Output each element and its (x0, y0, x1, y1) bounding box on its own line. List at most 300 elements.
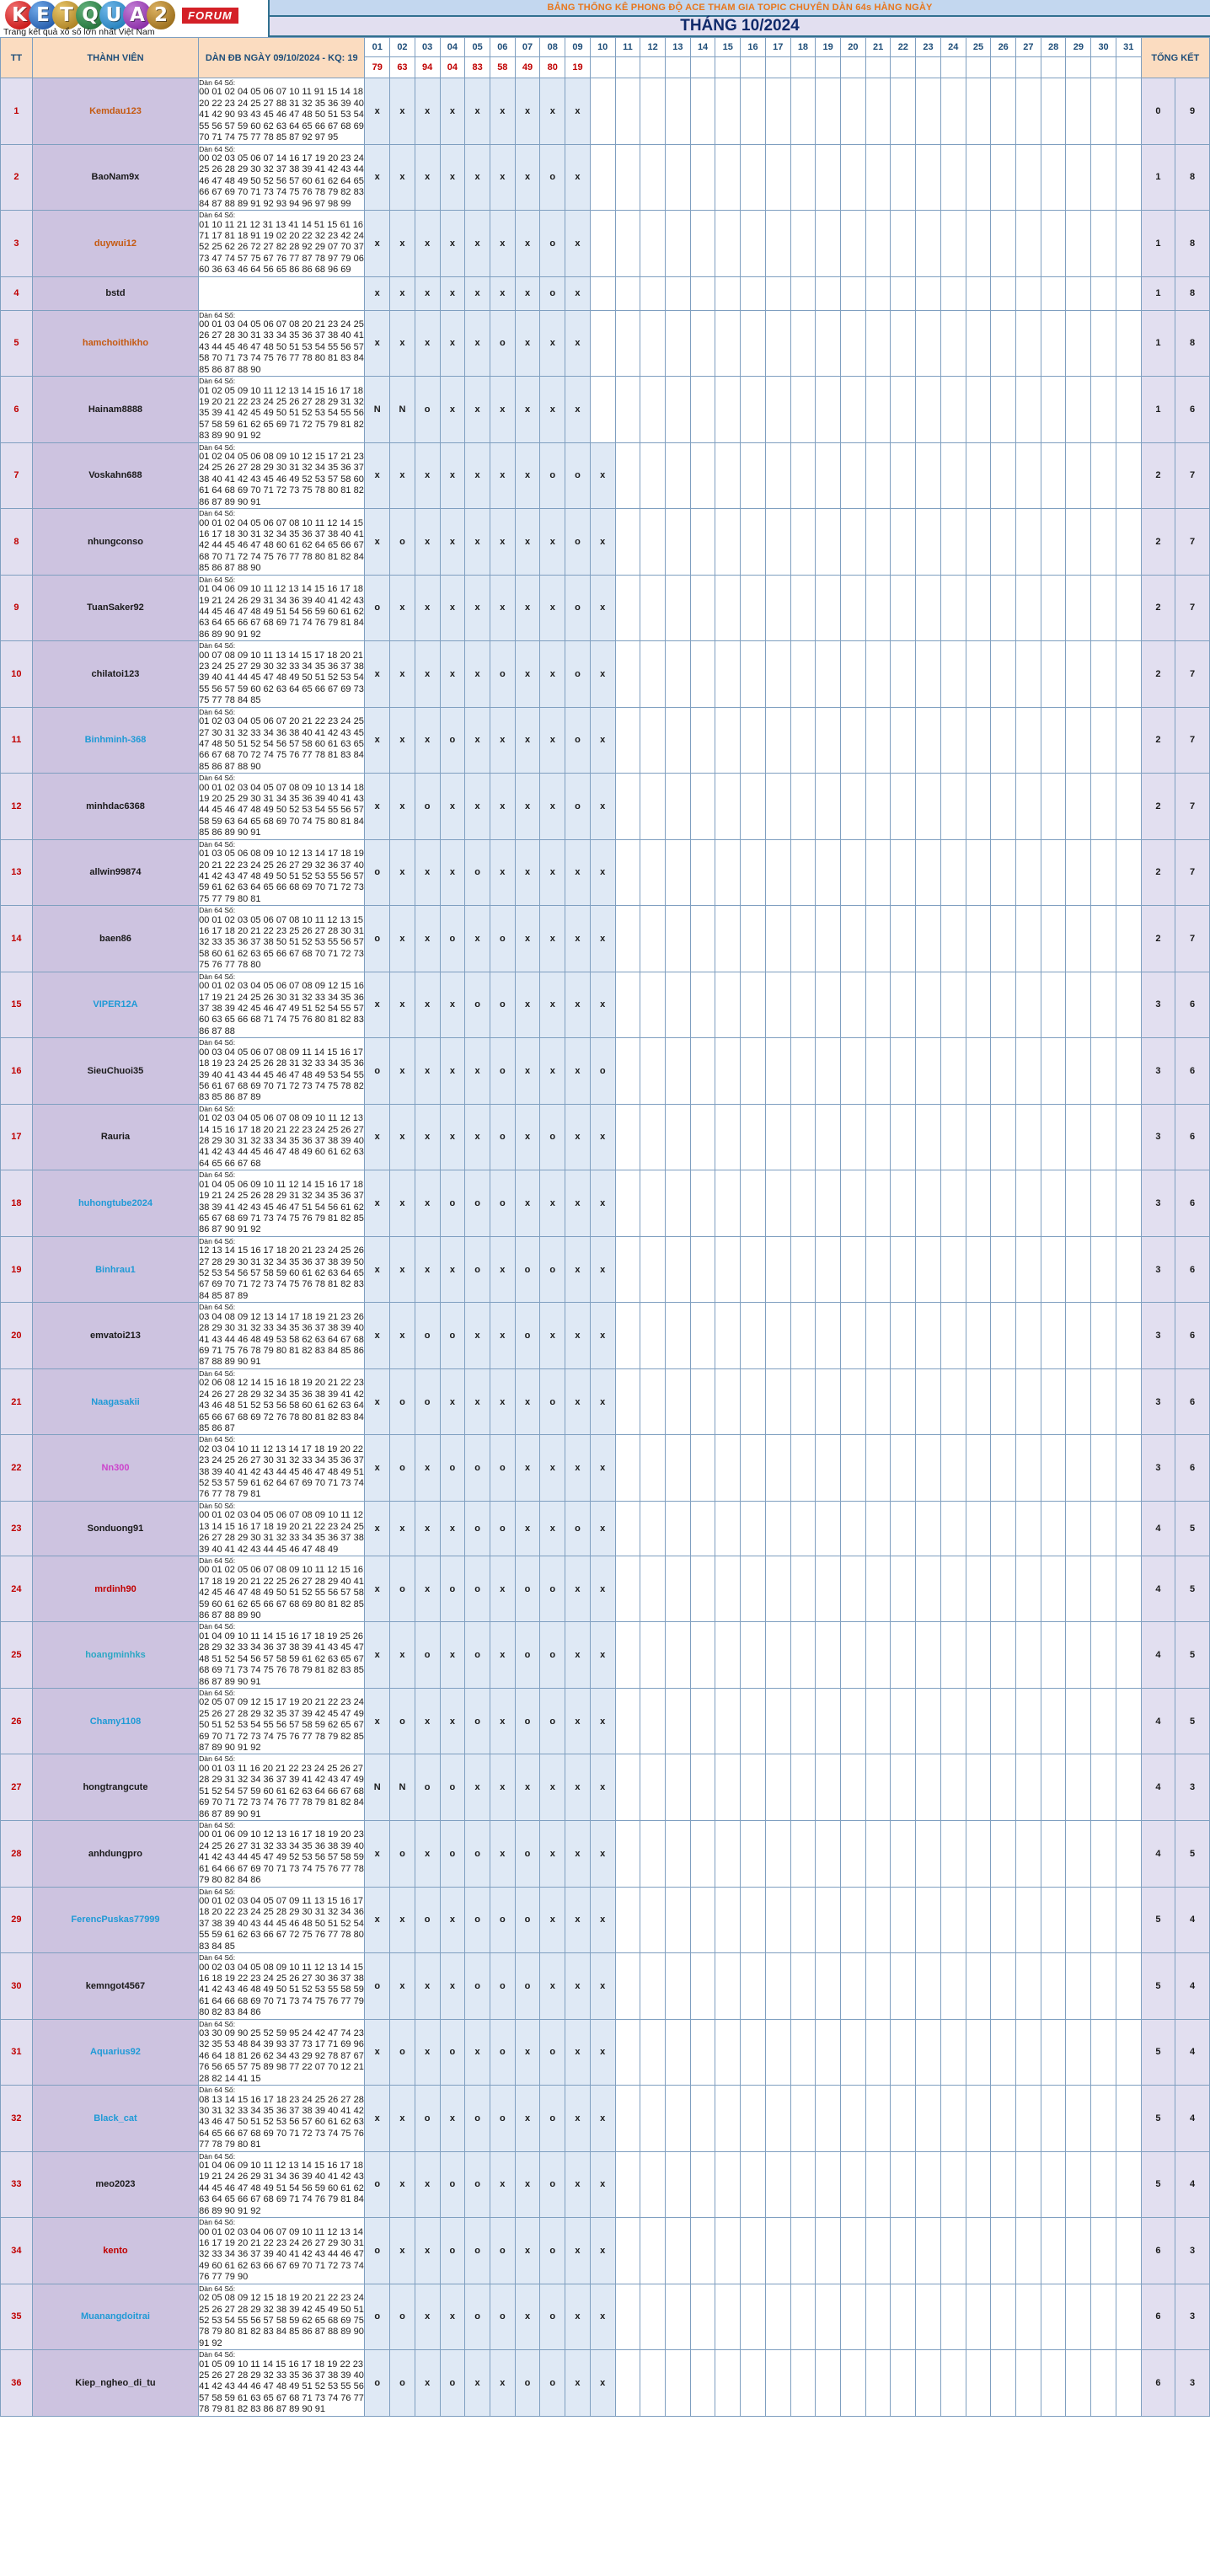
mark-cell-06: o (490, 641, 515, 708)
mark-cell-07: o (515, 2350, 540, 2417)
table-row (1, 1556, 1210, 1622)
mark-cell-04: x (440, 310, 465, 377)
mark-cell-13 (665, 2019, 690, 2086)
mark-cell-05: o (465, 1821, 490, 1888)
member-name[interactable]: Voskahn688 (32, 442, 198, 509)
mark-cell-09: x (565, 2284, 591, 2350)
member-name[interactable]: Binhrau1 (32, 1236, 198, 1303)
mark-cell-13 (665, 1368, 690, 1435)
header-day-16: 16 (741, 38, 766, 57)
mark-cell-17 (765, 1887, 790, 1953)
mark-cell-18 (790, 211, 816, 277)
mark-cell-09: x (565, 144, 591, 211)
mark-cell-17 (765, 1501, 790, 1556)
mark-cell-19 (816, 641, 841, 708)
mark-cell-09: o (565, 1501, 591, 1556)
mark-cell-22 (891, 2350, 916, 2417)
mark-cell-06: o (490, 1501, 515, 1556)
mark-cell-29 (1066, 1556, 1091, 1622)
mark-cell-28 (1041, 442, 1066, 509)
table-row (1, 1754, 1210, 1821)
mark-cell-06: x (490, 2350, 515, 2417)
member-name[interactable]: kemngot4567 (32, 1953, 198, 2020)
mark-cell-20 (841, 2218, 866, 2284)
header-result-01: 79 (365, 57, 390, 78)
member-name[interactable]: baen86 (32, 906, 198, 972)
mark-cell-14 (690, 211, 715, 277)
mark-cell-13 (665, 78, 690, 145)
header-result-03: 94 (415, 57, 440, 78)
mark-cell-10: x (590, 906, 615, 972)
mark-cell-31 (1116, 1501, 1141, 1556)
mark-cell-28 (1041, 1754, 1066, 1821)
dan-numbers (199, 2218, 365, 2284)
member-name[interactable]: duywui12 (32, 211, 198, 277)
member-name[interactable]: TuanSaker92 (32, 575, 198, 641)
mark-cell-04: x (440, 1953, 465, 2020)
mark-cell-30 (1091, 1622, 1116, 1689)
mark-cell-29 (1066, 1435, 1091, 1502)
dan-numbers (199, 1236, 365, 1303)
dan-body: 00 01 03 04 05 06 07 08 20 21 23 24 25 26 27 28 30 31 33 34 35 36 37 38 40 41 43 44 45 46 47 48 50 51 53 54 55 56 57 58 70 71 73 74 75 76 77 78 80 81 83 84 85 86 87 88 90 (199, 319, 364, 375)
member-name[interactable]: Naagasakii (32, 1368, 198, 1435)
total-hit: 8 (1175, 144, 1210, 211)
mark-cell-28 (1041, 1688, 1066, 1754)
mark-cell-25 (966, 509, 991, 576)
member-name[interactable]: Hainam8888 (32, 377, 198, 443)
mark-cell-10: x (590, 1236, 615, 1303)
mark-cell-03: x (415, 1236, 440, 1303)
mark-cell-18 (790, 641, 816, 708)
row-index: 36 (1, 2350, 33, 2417)
mark-cell-17 (765, 1754, 790, 1821)
mark-cell-13 (665, 442, 690, 509)
mark-cell-30 (1091, 641, 1116, 708)
row-index: 23 (1, 1501, 33, 1556)
header-day-22: 22 (891, 38, 916, 57)
total-miss: 5 (1141, 1953, 1175, 2020)
mark-cell-01: x (365, 1688, 390, 1754)
banner-column (270, 0, 1210, 37)
mark-cell-08: x (540, 575, 565, 641)
mark-cell-30 (1091, 1501, 1116, 1556)
mark-cell-18 (790, 839, 816, 906)
mark-cell-18 (790, 276, 816, 310)
mark-cell-12 (640, 839, 666, 906)
mark-cell-07: x (515, 276, 540, 310)
mark-cell-06: o (490, 2284, 515, 2350)
mark-cell-01: x (365, 442, 390, 509)
mark-cell-30 (1091, 78, 1116, 145)
member-name[interactable]: Chamy1108 (32, 1688, 198, 1754)
mark-cell-14 (690, 1821, 715, 1888)
mark-cell-26 (991, 839, 1016, 906)
header-day-21: 21 (865, 38, 891, 57)
member-name[interactable]: hoangminhks (32, 1622, 198, 1689)
member-name[interactable]: emvatoi213 (32, 1303, 198, 1369)
mark-cell-27 (1016, 707, 1041, 774)
dan-title: Dàn 64 Số: (199, 1368, 236, 1378)
member-name[interactable]: Muanangdoitrai (32, 2284, 198, 2350)
mark-cell-16 (741, 1501, 766, 1556)
mark-cell-11 (615, 2151, 640, 2218)
mark-cell-02: x (390, 1887, 415, 1953)
dan-numbers (199, 377, 365, 443)
member-name[interactable]: allwin99874 (32, 839, 198, 906)
dan-body: 00 01 02 05 06 07 08 09 10 11 12 15 16 17 18 19 20 21 22 25 26 27 28 29 40 41 42 45 46 47 48 49 50 51 52 55 56 57 58 59 60 61 62 65 66 67 68 69 80 81 82 85 86 87 88 89 90 (199, 1565, 364, 1621)
dan-numbers (199, 1887, 365, 1953)
mark-cell-30 (1091, 774, 1116, 840)
mark-cell-15 (715, 641, 741, 708)
total-hit: 6 (1175, 377, 1210, 443)
mark-cell-16 (741, 2019, 766, 2086)
mark-cell-13 (665, 1622, 690, 1689)
mark-cell-14 (690, 1754, 715, 1821)
table-row (1, 1435, 1210, 1502)
mark-cell-10: x (590, 1821, 615, 1888)
row-index: 15 (1, 972, 33, 1038)
mark-cell-02: x (390, 906, 415, 972)
member-name[interactable]: meo2023 (32, 2151, 198, 2218)
mark-cell-28 (1041, 144, 1066, 211)
mark-cell-12 (640, 144, 666, 211)
total-miss: 6 (1141, 2218, 1175, 2284)
mark-cell-31 (1116, 1556, 1141, 1622)
member-name[interactable]: SieuChuoi35 (32, 1038, 198, 1105)
mark-cell-26 (991, 1104, 1016, 1170)
mark-cell-29 (1066, 1688, 1091, 1754)
mark-cell-11 (615, 509, 640, 576)
row-index: 30 (1, 1953, 33, 2020)
dan-numbers (199, 1953, 365, 2020)
dan-numbers (199, 972, 365, 1038)
dan-numbers (199, 1556, 365, 1622)
mark-cell-14 (690, 509, 715, 576)
header-result-26 (991, 57, 1016, 78)
mark-cell-23 (916, 2151, 941, 2218)
mark-cell-29 (1066, 1303, 1091, 1369)
header-result-29 (1066, 57, 1091, 78)
row-index: 21 (1, 1368, 33, 1435)
mark-cell-11 (615, 1435, 640, 1502)
mark-cell-14 (690, 2019, 715, 2086)
dan-numbers (199, 1754, 365, 1821)
mark-cell-28 (1041, 575, 1066, 641)
mark-cell-27 (1016, 1038, 1041, 1105)
member-name[interactable]: BaoNam9x (32, 144, 198, 211)
mark-cell-16 (741, 1236, 766, 1303)
mark-cell-25 (966, 2086, 991, 2152)
mark-cell-13 (665, 1688, 690, 1754)
mark-cell-01: x (365, 1821, 390, 1888)
mark-cell-30 (1091, 1104, 1116, 1170)
mark-cell-22 (891, 575, 916, 641)
mark-cell-06: o (490, 1170, 515, 1237)
member-name[interactable]: nhungconso (32, 509, 198, 576)
mark-cell-02: o (390, 1368, 415, 1435)
mark-cell-20 (841, 144, 866, 211)
mark-cell-03: x (415, 707, 440, 774)
mark-cell-30 (1091, 1435, 1116, 1502)
mark-cell-11 (615, 1236, 640, 1303)
mark-cell-27 (1016, 1622, 1041, 1689)
table-row (1, 1622, 1210, 1689)
mark-cell-04: x (440, 575, 465, 641)
mark-cell-20 (841, 2284, 866, 2350)
mark-cell-28 (1041, 2284, 1066, 2350)
mark-cell-10: x (590, 972, 615, 1038)
member-name[interactable]: mrdinh90 (32, 1556, 198, 1622)
mark-cell-21 (865, 972, 891, 1038)
dan-title: Dàn 64 Số: (199, 906, 236, 915)
mark-cell-15 (715, 1170, 741, 1237)
mark-cell-07: x (515, 2019, 540, 2086)
mark-cell-02: x (390, 972, 415, 1038)
mark-cell-18 (790, 442, 816, 509)
mark-cell-16 (741, 509, 766, 576)
mark-cell-13 (665, 2086, 690, 2152)
mark-cell-06: x (490, 2151, 515, 2218)
total-hit: 6 (1175, 1368, 1210, 1435)
mark-cell-20 (841, 1556, 866, 1622)
mark-cell-06: o (490, 1435, 515, 1502)
mark-cell-29 (1066, 2086, 1091, 2152)
total-hit: 4 (1175, 2086, 1210, 2152)
member-name[interactable]: Aquarius92 (32, 2019, 198, 2086)
dan-body: 00 01 02 04 05 06 07 08 10 11 12 14 15 16 17 18 30 31 32 34 35 36 37 38 40 41 42 44 45 46 47 48 60 61 62 64 65 66 67 68 70 71 72 74 75 76 77 78 80 81 82 84 85 86 87 88 90 (199, 517, 364, 574)
total-miss: 5 (1141, 1887, 1175, 1953)
table-row (1, 839, 1210, 906)
member-name[interactable]: Kiep_ngheo_di_tu (32, 2350, 198, 2417)
mark-cell-27 (1016, 1754, 1041, 1821)
mark-cell-16 (741, 1170, 766, 1237)
mark-cell-07: x (515, 641, 540, 708)
mark-cell-27 (1016, 1435, 1041, 1502)
member-name[interactable]: Black_cat (32, 2086, 198, 2152)
mark-cell-08: o (540, 1556, 565, 1622)
mark-cell-27 (1016, 1821, 1041, 1888)
row-index: 20 (1, 1303, 33, 1369)
table-row (1, 1688, 1210, 1754)
total-miss: 3 (1141, 972, 1175, 1038)
mark-cell-30 (1091, 276, 1116, 310)
mark-cell-17 (765, 1688, 790, 1754)
member-name[interactable]: hongtrangcute (32, 1754, 198, 1821)
member-name[interactable]: Nn300 (32, 1435, 198, 1502)
table-row (1, 377, 1210, 443)
header-result-11 (615, 57, 640, 78)
mark-cell-01: x (365, 310, 390, 377)
mark-cell-30 (1091, 1303, 1116, 1369)
mark-cell-30 (1091, 1556, 1116, 1622)
mark-cell-22 (891, 310, 916, 377)
mark-cell-09: o (565, 509, 591, 576)
mark-cell-17 (765, 774, 790, 840)
mark-cell-25 (966, 211, 991, 277)
dan-numbers (199, 1038, 365, 1105)
mark-cell-06: o (490, 972, 515, 1038)
mark-cell-23 (916, 707, 941, 774)
mark-cell-27 (1016, 1303, 1041, 1369)
header-result-22 (891, 57, 916, 78)
member-name[interactable]: Sonduong91 (32, 1501, 198, 1556)
table-row (1, 1368, 1210, 1435)
dan-title: Dàn 64 Số: (199, 509, 236, 518)
mark-cell-23 (916, 1435, 941, 1502)
mark-cell-01: x (365, 1887, 390, 1953)
mark-cell-21 (865, 276, 891, 310)
mark-cell-01: x (365, 972, 390, 1038)
total-hit: 8 (1175, 276, 1210, 310)
mark-cell-26 (991, 78, 1016, 145)
dan-numbers (199, 1170, 365, 1237)
mark-cell-20 (841, 2086, 866, 2152)
dan-body: 08 13 14 15 16 17 18 23 24 25 26 27 28 30 31 32 33 34 35 36 37 38 39 40 41 42 43 46 47 50 51 52 53 56 57 60 61 62 63 64 65 66 67 68 69 70 71 72 73 74 75 76 77 78 79 80 81 (199, 2094, 364, 2150)
mark-cell-19 (816, 2086, 841, 2152)
mark-cell-03: o (415, 1368, 440, 1435)
mark-cell-08: x (540, 1170, 565, 1237)
mark-cell-04: x (440, 211, 465, 277)
mark-cell-28 (1041, 906, 1066, 972)
mark-cell-23 (916, 839, 941, 906)
member-name[interactable]: kento (32, 2218, 198, 2284)
row-index: 16 (1, 1038, 33, 1105)
member-name[interactable]: Rauria (32, 1104, 198, 1170)
mark-cell-11 (615, 906, 640, 972)
member-name[interactable]: VIPER12A (32, 972, 198, 1038)
member-name[interactable]: hamchoithikho (32, 310, 198, 377)
dan-body: 00 01 03 11 16 20 21 22 23 24 25 26 27 28 29 31 32 34 36 37 39 41 42 43 47 49 51 52 54 57 59 60 61 62 63 64 66 67 68 69 70 71 72 73 74 76 77 78 79 81 82 84 86 87 89 90 91 (199, 1763, 364, 1819)
mark-cell-08: o (540, 276, 565, 310)
mark-cell-25 (966, 2350, 991, 2417)
mark-cell-06: x (490, 144, 515, 211)
mark-cell-17 (765, 1953, 790, 2020)
mark-cell-24 (940, 906, 966, 972)
mark-cell-29 (1066, 1953, 1091, 2020)
dan-body: 01 03 05 06 08 09 10 12 13 14 17 18 19 20 21 22 23 24 25 26 27 29 32 36 37 40 41 42 43 47 48 49 50 51 52 53 55 56 57 59 61 62 63 64 65 66 68 69 70 71 72 73 75 77 79 80 81 (199, 849, 364, 904)
mark-cell-13 (665, 310, 690, 377)
mark-cell-05: o (465, 1622, 490, 1689)
mark-cell-26 (991, 1501, 1016, 1556)
table-body (1, 78, 1210, 2417)
row-index: 12 (1, 774, 33, 840)
table-row (1, 972, 1210, 1038)
mark-cell-05: x (465, 377, 490, 443)
mark-cell-25 (966, 1887, 991, 1953)
dan-title: Dàn 64 Số: (199, 144, 236, 153)
mark-cell-02: o (390, 1821, 415, 1888)
mark-cell-10: x (590, 707, 615, 774)
header-result-05: 83 (465, 57, 490, 78)
mark-cell-07: x (515, 78, 540, 145)
member-name[interactable]: minhdac6368 (32, 774, 198, 840)
table-row (1, 310, 1210, 377)
mark-cell-22 (891, 2284, 916, 2350)
mark-cell-21 (865, 2019, 891, 2086)
dan-body: 02 05 08 09 12 15 18 19 20 21 22 23 24 25 26 27 28 29 32 38 39 42 45 49 50 51 52 53 54 55 56 57 58 59 62 65 68 69 75 78 79 80 81 82 83 84 85 86 87 88 89 90 91 92 (199, 2293, 364, 2348)
mark-cell-20 (841, 310, 866, 377)
mark-cell-03: x (415, 1953, 440, 2020)
mark-cell-03: x (415, 972, 440, 1038)
member-name[interactable]: FerencPuskas77999 (32, 1887, 198, 1953)
mark-cell-08: x (540, 78, 565, 145)
member-name[interactable]: huhongtube2024 (32, 1170, 198, 1237)
mark-cell-19 (816, 2350, 841, 2417)
mark-cell-30 (1091, 2350, 1116, 2417)
mark-cell-05: x (465, 575, 490, 641)
mark-cell-03: x (415, 78, 440, 145)
total-hit: 7 (1175, 575, 1210, 641)
mark-cell-18 (790, 1622, 816, 1689)
member-name[interactable]: bstd (32, 276, 198, 310)
mark-cell-26 (991, 1435, 1016, 1502)
mark-cell-21 (865, 707, 891, 774)
mark-cell-19 (816, 377, 841, 443)
mark-cell-15 (715, 774, 741, 840)
total-hit: 7 (1175, 641, 1210, 708)
mark-cell-04: x (440, 144, 465, 211)
mark-cell-03: x (415, 509, 440, 576)
row-index: 5 (1, 310, 33, 377)
mark-cell-10: x (590, 2151, 615, 2218)
member-name[interactable]: Binhminh-368 (32, 707, 198, 774)
mark-cell-02: x (390, 1236, 415, 1303)
mark-cell-28 (1041, 1556, 1066, 1622)
mark-cell-29 (1066, 2218, 1091, 2284)
mark-cell-19 (816, 1622, 841, 1689)
row-index: 32 (1, 2086, 33, 2152)
member-name[interactable]: anhdungpro (32, 1821, 198, 1888)
mark-cell-10: x (590, 1556, 615, 1622)
mark-cell-28 (1041, 2151, 1066, 2218)
mark-cell-22 (891, 1688, 916, 1754)
mark-cell-07: o (515, 1688, 540, 1754)
mark-cell-09: o (565, 442, 591, 509)
mark-cell-30 (1091, 144, 1116, 211)
mark-cell-23 (916, 1754, 941, 1821)
dan-title: Dàn 64 Số: (199, 1622, 236, 1631)
mark-cell-17 (765, 839, 790, 906)
mark-cell-16 (741, 906, 766, 972)
mark-cell-22 (891, 1236, 916, 1303)
row-index: 25 (1, 1622, 33, 1689)
site-logo[interactable] (0, 0, 270, 37)
mark-cell-02: x (390, 2218, 415, 2284)
mark-cell-18 (790, 906, 816, 972)
mark-cell-25 (966, 442, 991, 509)
mark-cell-16 (741, 839, 766, 906)
mark-cell-19 (816, 839, 841, 906)
dan-body: 01 02 04 05 06 08 09 10 12 15 17 21 23 24 25 26 27 28 29 30 31 32 34 35 36 37 38 40 41 42 43 45 46 49 52 53 57 58 60 61 64 68 69 70 71 72 73 75 78 80 81 82 86 87 89 90 91 (199, 452, 364, 507)
member-name[interactable]: chilatoi123 (32, 641, 198, 708)
mark-cell-07: x (515, 1368, 540, 1435)
mark-cell-25 (966, 1303, 991, 1369)
mark-cell-12 (640, 1622, 666, 1689)
mark-cell-07: x (515, 1754, 540, 1821)
mark-cell-13 (665, 2151, 690, 2218)
mark-cell-21 (865, 1688, 891, 1754)
mark-cell-31 (1116, 641, 1141, 708)
mark-cell-22 (891, 774, 916, 840)
mark-cell-21 (865, 1754, 891, 1821)
mark-cell-13 (665, 575, 690, 641)
mark-cell-11 (615, 276, 640, 310)
mark-cell-19 (816, 1887, 841, 1953)
mark-cell-19 (816, 1501, 841, 1556)
mark-cell-24 (940, 972, 966, 1038)
member-name[interactable]: Kemdau123 (32, 78, 198, 145)
mark-cell-27 (1016, 2218, 1041, 2284)
